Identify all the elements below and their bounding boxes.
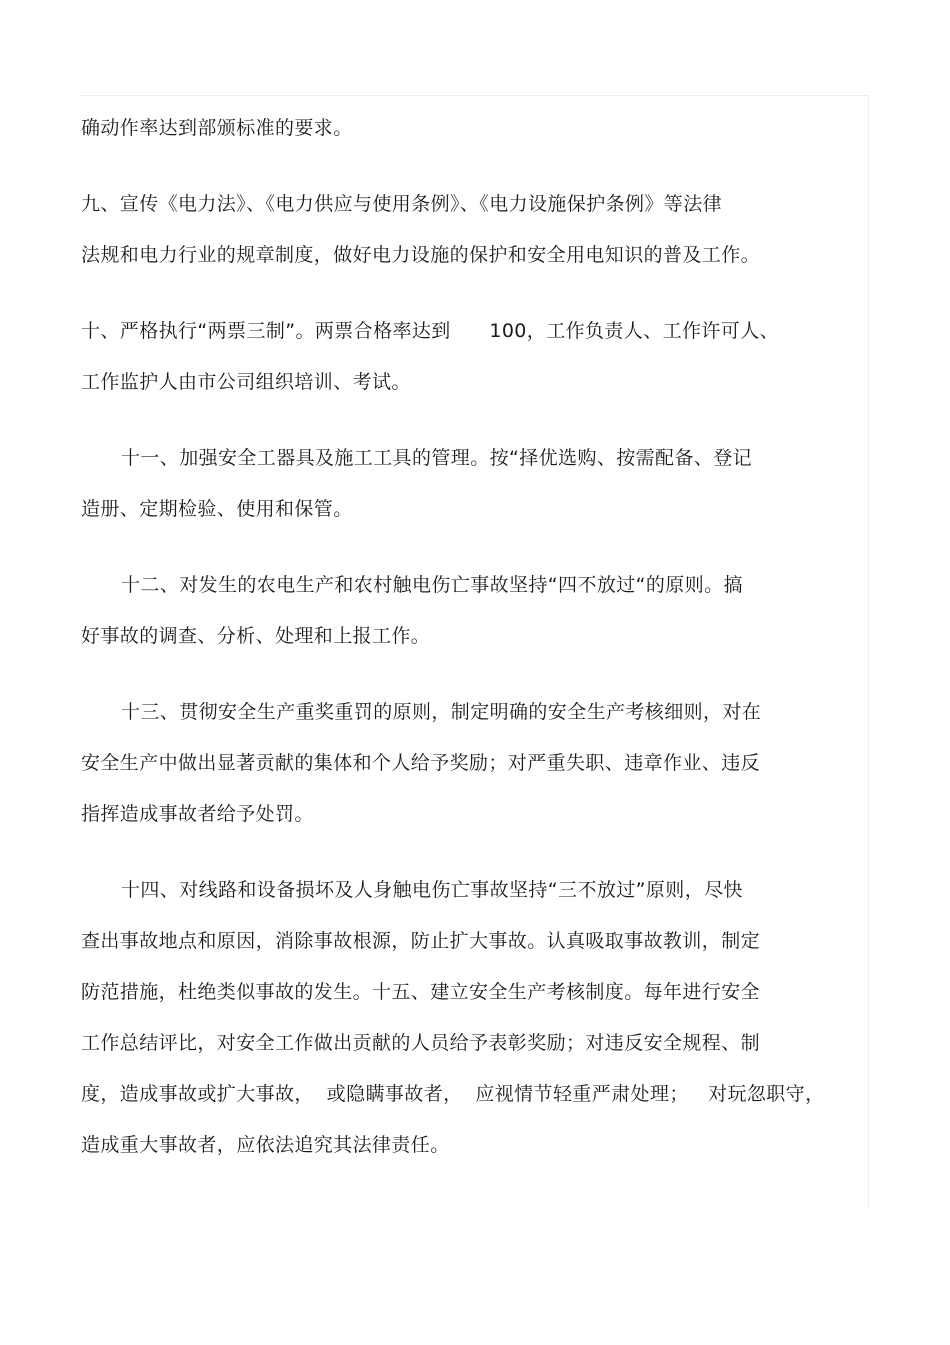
text-line: 安全生产中做出显著贡献的集体和个人给予奖励；对严重失职、违章作业、违反: [81, 752, 761, 774]
paragraph-10: [81, 306, 851, 408]
text-line: 工作总结评比，对安全工作做出贡献的人员给予表彰奖励；对违反安全规程、制: [81, 1032, 761, 1054]
text-line: 法规和电力行业的规章制度，做好电力设施的保护和安全用电知识的普及工作。: [81, 244, 761, 266]
paragraph-1: [81, 103, 851, 154]
text-line: 十四、对线路和设备损坏及人身触电伤亡事故坚持“三不放过”原则，尽快: [121, 879, 743, 901]
text-line: 确动作率达到部颁标准的要求。: [81, 117, 353, 139]
text-line: 九、宣传《电力法》、《电力供应与使用条例》、《电力设施保护条例》等法律: [81, 193, 723, 215]
paragraph-13: [81, 687, 851, 840]
paragraph-14: [81, 865, 851, 1171]
text-line: 十三、贯彻安全生产重奖重罚的原则，制定明确的安全生产考核细则，对在: [121, 701, 762, 723]
text-line: 防范措施，杜绝类似事故的发生。十五、建立安全生产考核制度。每年进行安全: [81, 981, 761, 1003]
text-line: 好事故的调查、分析、处理和上报工作。: [81, 625, 431, 647]
text-line: 度，造成事故或扩大事故， 或隐瞒事故者， 应视情节轻重严肃处理； 对玩忽职守，: [81, 1083, 825, 1105]
document-body: [81, 103, 851, 1196]
text-line: 指挥造成事故者给予处罚。: [81, 803, 314, 825]
paragraph-9: [81, 179, 851, 281]
text-line: 十二、对发生的农电生产和农村触电伤亡事故坚持“四不放过“的原则。搞: [121, 574, 743, 596]
text-line: 造册、定期检验、使用和保管。: [81, 498, 353, 520]
paragraph-12: [81, 560, 851, 662]
text-line: 工作监护人由市公司组织培训、考试。: [81, 371, 411, 393]
text-line: 十一、加强安全工器具及施工工具的管理。按“择优选购、按需配备、登记: [121, 447, 753, 469]
text-line: 造成重大事故者，应依法追究其法律责任。: [81, 1134, 450, 1156]
paragraph-11: [81, 433, 851, 535]
text-line: 十、严格执行“两票三制”。两票合格率达到 100，工作负责人、工作许可人、: [81, 320, 779, 342]
text-line: 查出事故地点和原因，消除事故根源，防止扩大事故。认真吸取事故教训，制定: [81, 930, 761, 952]
